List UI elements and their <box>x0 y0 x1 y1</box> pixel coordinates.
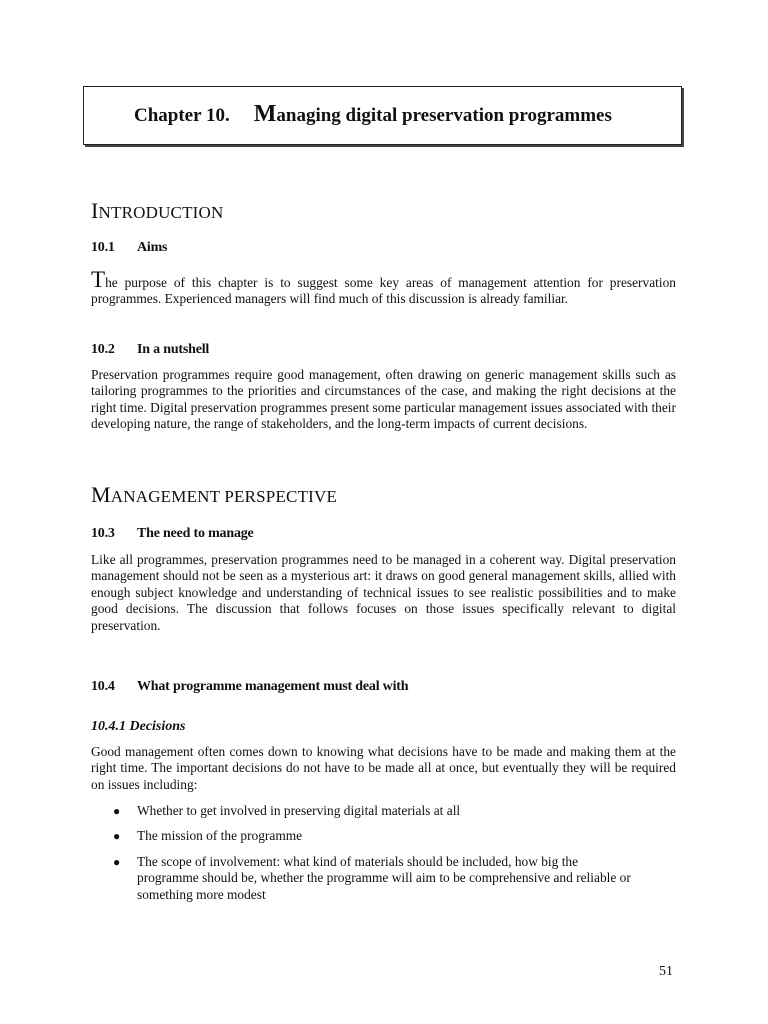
paragraph-nutshell: Preservation programmes require good management, often drawing on generic management skills such as tailoring programmes to the priorities and circumstances of the case, and making the right decisions at the right time. Digital preservation programmes present some particular management issues associated with their developing nature, the range of stakeholders, and the long-term impacts of current decisions. <box>91 367 676 432</box>
list-item-text: The mission of the programme <box>137 828 303 844</box>
subheading-10-3 <box>91 526 254 542</box>
subheading-title: What programme management must deal with <box>137 679 409 694</box>
subheading-10-4 <box>91 679 408 695</box>
subheading-number: 10.2 <box>91 342 115 357</box>
chapter-title-text: anaging digital preservation programmes <box>276 105 612 126</box>
subsubheading-10-4-1: 10.4.1 Decisions <box>91 719 186 734</box>
subheading-number: 10.1 <box>91 240 115 255</box>
chapter-title-box <box>83 86 682 145</box>
section-heading-rest: ANAGEMENT PERSPECTIVE <box>110 487 338 506</box>
chapter-title-initial: M <box>253 101 277 127</box>
section-heading-management <box>91 482 337 508</box>
list-item <box>113 828 633 844</box>
paragraph-need-to-manage: Like all programmes, preservation programmes need to be managed in a coherent way. Digital preservation management should not be seen as a mysterious art: it draws on good general management skills, allied with enough subject knowledge and understanding of technical issues to see realistic possibilities and to make good decisions. The discussion that follows focuses on those issues specifically relevant to digital preservation. <box>91 552 676 633</box>
section-heading-rest: NTRODUCTION <box>98 203 224 222</box>
subheading-10-2 <box>91 342 209 358</box>
decisions-bullet-list <box>113 803 633 912</box>
subheading-10-1 <box>91 240 167 256</box>
chapter-number: Chapter 10. <box>134 105 230 126</box>
list-item-text: The scope of involvement: what kind of materials should be included, how big the programme should be, whether the programme will aim to be comprehensive and reliable or something more modest <box>137 853 631 902</box>
bullet-icon: ● <box>113 854 121 869</box>
subheading-number: 10.4 <box>91 679 115 694</box>
subheading-number: 10.3 <box>91 526 115 541</box>
list-item-text: Whether to get involved in preserving digital materials at all <box>137 803 461 818</box>
paragraph-aims <box>91 267 676 308</box>
paragraph-decisions: Good management often comes down to knowing what decisions have to be made and making them at the right time. The important decisions do not have to be made all at once, but eventually they will be required on issues including: <box>91 744 676 792</box>
subheading-title: Aims <box>137 240 168 255</box>
paragraph-text: he purpose of this chapter is to suggest some key areas of management attention for preservation programmes. Experienced managers will find much of this discussion is already familiar. <box>91 275 676 307</box>
list-item <box>113 803 633 819</box>
section-heading-initial: M <box>91 482 111 507</box>
subheading-title: In a nutshell <box>137 342 210 357</box>
chapter-title <box>134 101 612 128</box>
section-heading-initial: I <box>91 198 99 223</box>
page-number: 51 <box>659 964 673 979</box>
bullet-icon: ● <box>113 829 121 844</box>
drop-cap: T <box>91 267 106 292</box>
list-item <box>113 854 633 903</box>
subheading-title: The need to manage <box>137 526 254 541</box>
bullet-icon: ● <box>113 804 121 818</box>
section-heading-introduction <box>91 198 224 224</box>
